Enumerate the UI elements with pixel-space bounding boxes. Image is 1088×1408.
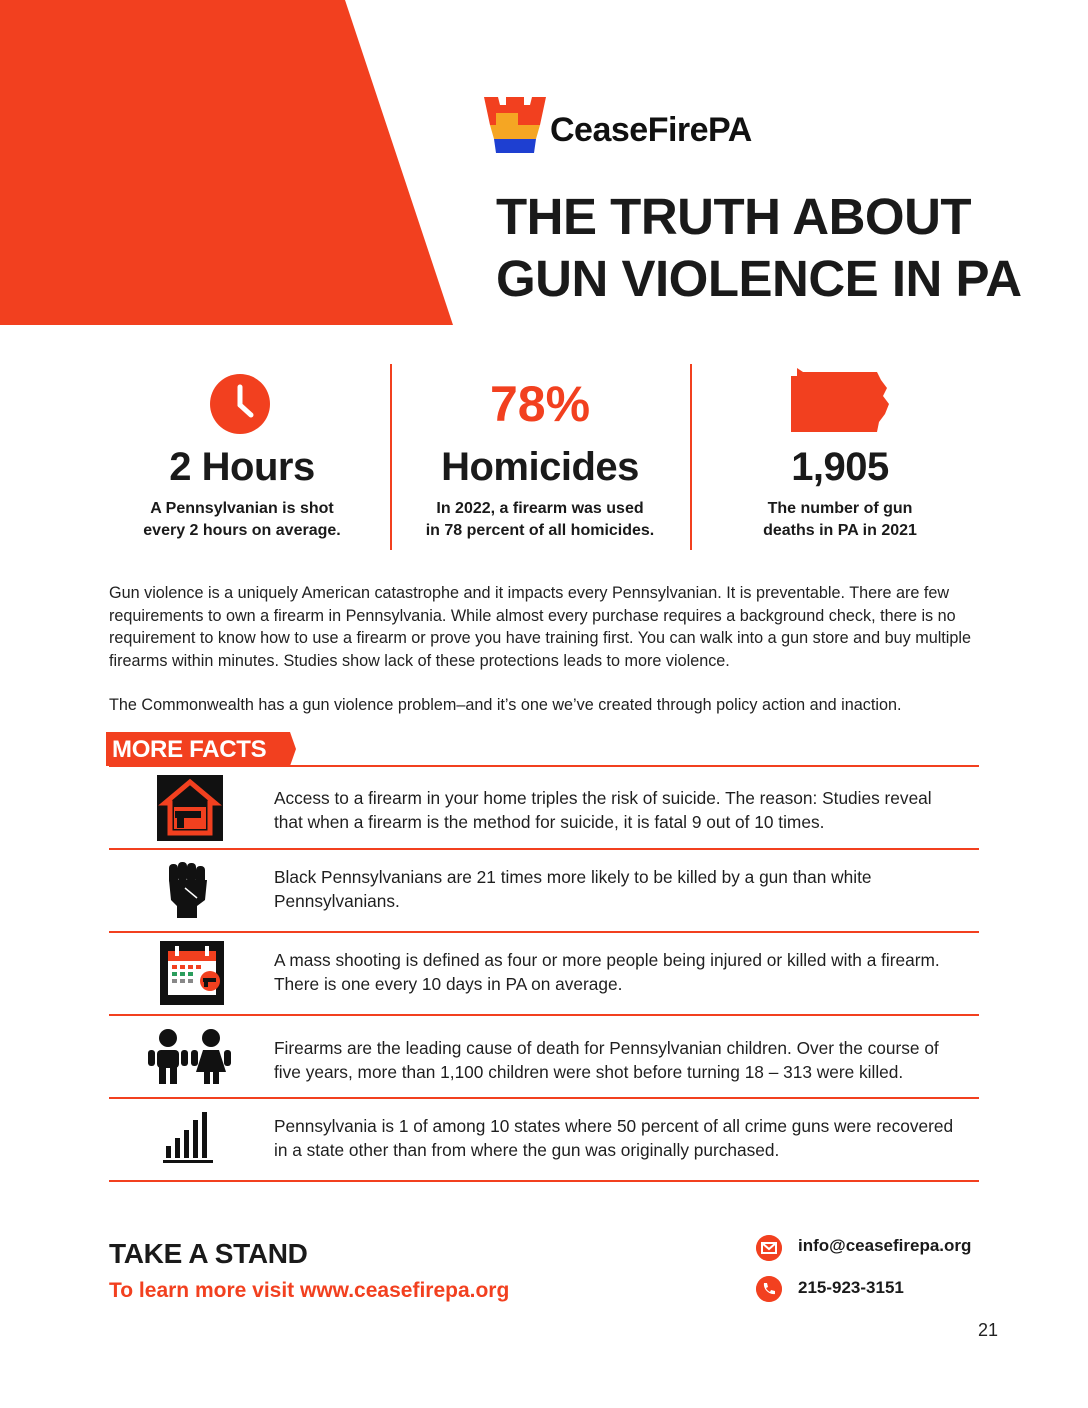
divider — [109, 848, 979, 850]
bar-chart-icon — [163, 1110, 217, 1164]
title-line-2: GUN VIOLENCE IN PA — [496, 250, 1022, 307]
page-number: 21 — [978, 1320, 999, 1340]
divider — [109, 1180, 979, 1182]
stat-hours-value: 2 Hours — [169, 445, 315, 489]
calendar-gun-icon — [160, 941, 226, 1007]
email-link[interactable]: info@ceasefirepa.org — [798, 1236, 972, 1255]
clock-icon — [209, 373, 271, 435]
stat-homicides-value: Homicides — [441, 445, 639, 489]
divider — [109, 765, 979, 767]
divider — [109, 1097, 979, 1099]
intro-closing: The Commonwealth has a gun violence problem–and it’s one we’ve created through policy action and inaction. — [109, 696, 902, 714]
house-gun-icon — [157, 775, 223, 841]
keystone-logo-icon — [484, 97, 546, 155]
stat-hours-desc: A Pennsylvanian is shot every 2 hours on average. — [143, 500, 341, 539]
fact-text: A mass shooting is defined as four or more people being injured or killed with a firearm. There is one every 10 days in PA on average. — [274, 950, 940, 994]
stat-divider — [390, 364, 392, 550]
page-title — [496, 186, 1056, 310]
divider — [109, 931, 979, 933]
ceasefirepa-logo[interactable] — [484, 97, 784, 155]
stat-homicides — [400, 444, 680, 542]
fact-text: Pennsylvania is 1 of among 10 states where 50 percent of all crime guns were recovered in a state other than from where the gun was originally purchased. — [274, 1116, 954, 1160]
phone-icon — [756, 1276, 782, 1302]
stat-divider — [690, 364, 692, 550]
take-a-stand-heading: TAKE A STAND — [109, 1238, 308, 1269]
pennsylvania-map-icon — [789, 368, 893, 434]
phone-link[interactable]: 215-923-3151 — [798, 1278, 904, 1297]
email-icon — [756, 1235, 782, 1261]
title-line-1: THE TRUTH ABOUT — [496, 188, 972, 245]
fact-text: Access to a firearm in your home triples the risk of suicide. The reason: Studies reveal that when a firearm is the method for suicide, it is fatal 9 out of 10 times. — [274, 788, 932, 832]
website-link[interactable]: To learn more visit www.ceasefirepa.org — [109, 1279, 510, 1302]
stat-deaths-value: 1,905 — [791, 445, 889, 489]
stat-percent: 78% — [489, 376, 591, 432]
stat-deaths-desc: The number of gun deaths in PA in 2021 — [763, 500, 917, 539]
raised-fist-icon — [165, 860, 209, 920]
divider — [109, 1014, 979, 1016]
more-facts-label: MORE FACTS — [106, 732, 296, 766]
children-icon — [148, 1028, 232, 1086]
corner-red-shape — [0, 0, 460, 330]
stat-deaths — [700, 444, 980, 542]
stat-hours — [102, 444, 382, 542]
fact-text: Black Pennsylvanians are 21 times more likely to be killed by a gun than white Pennsylvanians. — [274, 867, 872, 911]
fact-text: Firearms are the leading cause of death for Pennsylvanian children. Over the course of five years, more than 1,100 children were shot before turning 18 – 313 were killed. — [274, 1038, 939, 1082]
stat-homicides-desc: In 2022, a firearm was used in 78 percent of all homicides. — [425, 500, 655, 539]
intro-paragraph: Gun violence is a uniquely American catastrophe and it impacts every Pennsylvanian. It is preventable. There are few requirements to own a firearm in Pennsylvania. While almost every purchase requires a background check, there is no requirement to know how to use a firearm or prove you have training first. You can walk into a gun store and buy multiple firearms within minutes. Studies show lack of these protections leads to more violence. — [109, 584, 972, 670]
logo-text: CeaseFirePA — [550, 111, 752, 149]
